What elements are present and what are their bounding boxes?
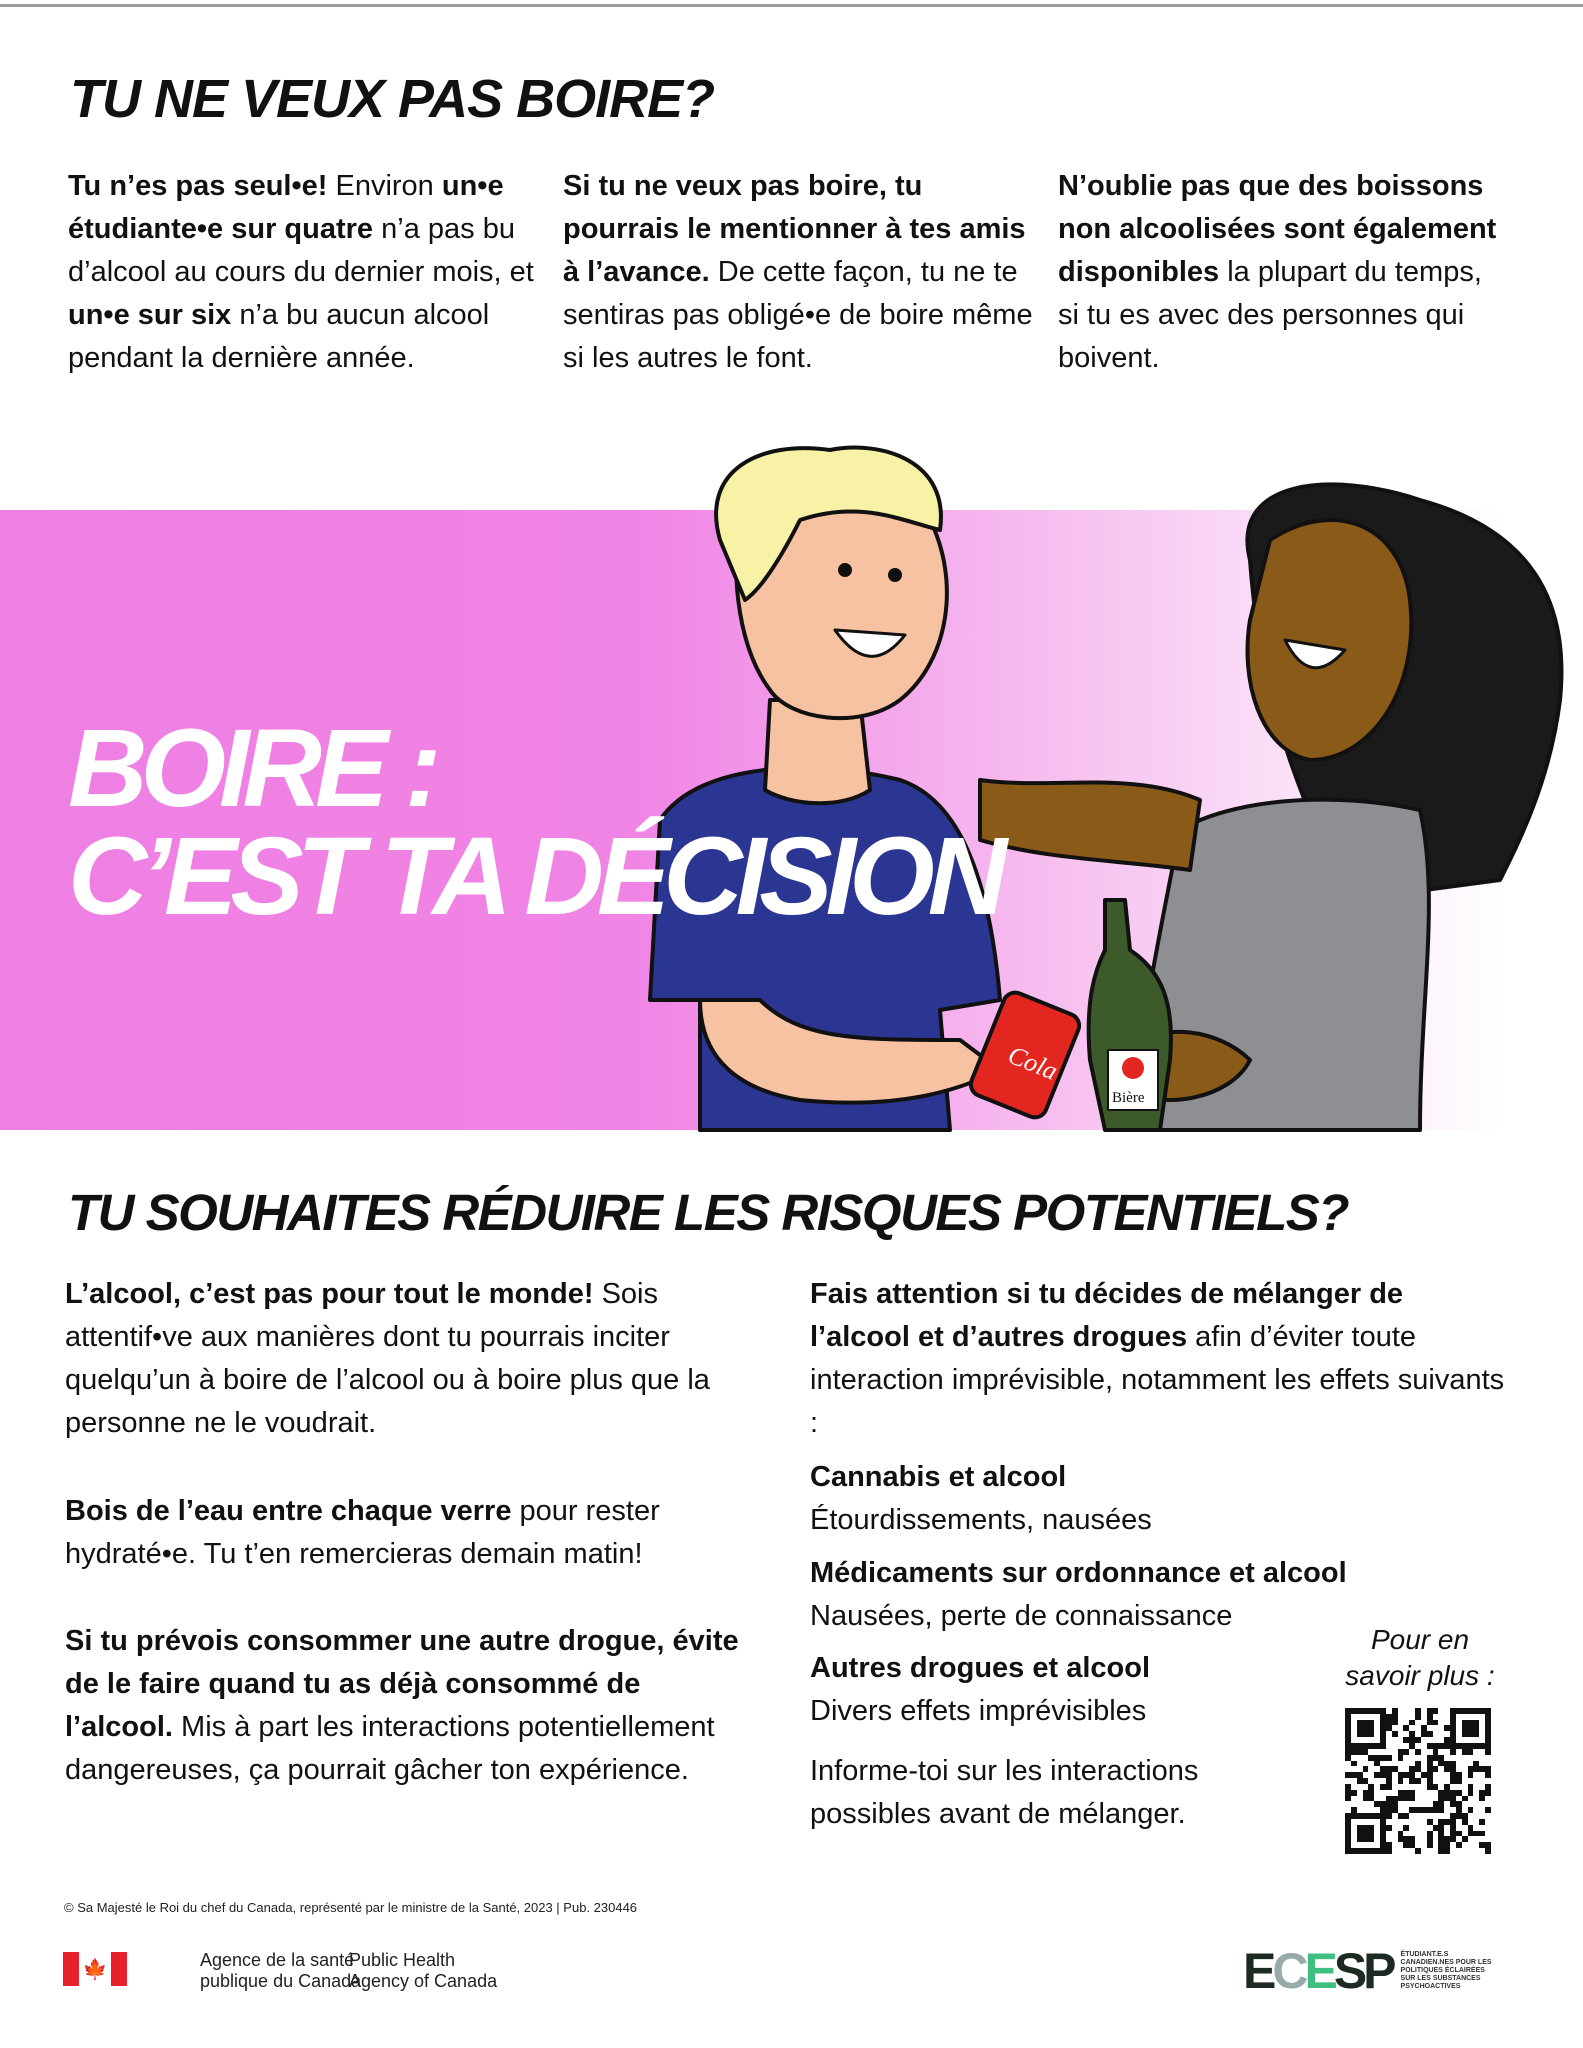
tip-drink-water <box>65 1490 765 1576</box>
can-label: Cola <box>1003 1040 1062 1086</box>
tip-other-drugs <box>65 1620 755 1792</box>
interaction-other <box>810 1647 1310 1733</box>
body-text: Sois attentif•ve aux manières dont tu pourrais inciter quelqu’un à boire de l’alcool ou à boire plus que la personne ne le voudrait. <box>65 1278 710 1439</box>
body-text: pour rester hydraté•e. Tu t’en remercieras demain matin! <box>65 1495 660 1570</box>
body-text: De cette façon, tu ne te sentiras pas obligé•e de boire même si les autres le font. <box>563 256 1033 374</box>
agency-name-fr <box>200 1950 361 1992</box>
body-text: Mis à part les interactions potentiellement dangereuses, ça pourrait gâcher ton expérience. <box>65 1711 715 1786</box>
banner-title-line2: C’EST TA DÉCISION <box>68 815 1001 938</box>
body-text: n’a pas bu d’alcool au cours du dernier mois, et <box>68 213 534 288</box>
bold-text: Bois de l’eau entre chaque verre <box>65 1495 512 1527</box>
edesp-logo-mark: ECESP <box>1243 1943 1393 1999</box>
canada-flag-icon: 🍁 <box>63 1952 127 1986</box>
edesp-logo <box>1243 1942 1496 2000</box>
body-text: Environ <box>327 170 442 202</box>
agency-name-en <box>349 1950 497 1992</box>
interaction-effect: Nausées, perte de connaissance <box>810 1600 1233 1632</box>
agency-en-line1: Public Health <box>349 1950 456 1970</box>
section-title-no-drink: TU NE VEUX PAS BOIRE? <box>70 69 715 129</box>
interaction-title: Autres drogues et alcool <box>810 1652 1151 1684</box>
bold-text: un•e étudiante•e sur quatre <box>68 170 504 245</box>
bold-text: Fais attention si tu décides de mélanger de l’alcool et d’autres drogues <box>810 1278 1404 1353</box>
body-text: afin d’éviter toute interaction imprévisible, notamment les effets suivants : <box>810 1321 1505 1439</box>
body-text: n’a bu aucun alcool pendant la dernière année. <box>68 299 490 374</box>
qr-code[interactable] <box>1345 1708 1491 1854</box>
bold-text: L’alcool, c’est pas pour tout le monde! <box>65 1278 594 1310</box>
tip-not-for-everyone <box>65 1273 745 1445</box>
interaction-effect: Divers effets imprévisibles <box>810 1695 1147 1727</box>
bold-text: Si tu ne veux pas boire, tu pourrais le mentionner à tes amis à l’avance. <box>563 170 1026 288</box>
bold-text: Tu n’es pas seul•e! <box>68 170 328 202</box>
girl-arm <box>980 780 1200 870</box>
bold-text: N’oublie pas que des boissons non alcoolisées sont également disponibles <box>1058 170 1497 288</box>
agency-fr-line2: publique du Canada <box>200 1971 362 1991</box>
interaction-effect: Étourdissements, nausées <box>810 1504 1152 1536</box>
edesp-logo-text: ÉTUDIANT.E.S CANADIEN.NES POUR LES POLITIQUES ÉCLAIRÉES SUR LES SUBSTANCES PSYCHOACTIVES <box>1400 1951 1492 1990</box>
agency-fr-line1: Agence de la santé <box>200 1950 355 1970</box>
copyright: © Sa Majesté le Roi du chef du Canada, représenté par le ministre de la Santé, 2023 | Pub. 230446 <box>64 1900 638 1915</box>
agency-en-line2: Agency of Canada <box>349 1971 498 1991</box>
interaction-cannabis <box>810 1456 1510 1542</box>
body-text: la plupart du temps, si tu es avec des personnes qui boivent. <box>1058 256 1482 374</box>
bottle-label: Bière <box>1112 1090 1145 1106</box>
section-title-reduce-risks: TU SOUHAITES RÉDUIRE LES RISQUES POTENTIELS? <box>68 1184 1348 1241</box>
bold-text: Si tu prévois consommer une autre drogue, évite de le faire quand tu as déjà consommé de l’alcool. <box>65 1625 739 1743</box>
interaction-title: Cannabis et alcool <box>810 1461 1067 1493</box>
tip-inform-yourself: Informe-toi sur les interactions possibles avant de mélanger. <box>810 1755 1199 1830</box>
interaction-title: Médicaments sur ordonnance et alcool <box>810 1557 1347 1589</box>
bold-text: un•e sur six <box>68 299 232 331</box>
banner-title-line1: BOIRE : <box>68 707 435 830</box>
tip-mixing-intro <box>810 1273 1510 1445</box>
more-info-label: Pour en savoir plus : <box>1345 1624 1495 1691</box>
